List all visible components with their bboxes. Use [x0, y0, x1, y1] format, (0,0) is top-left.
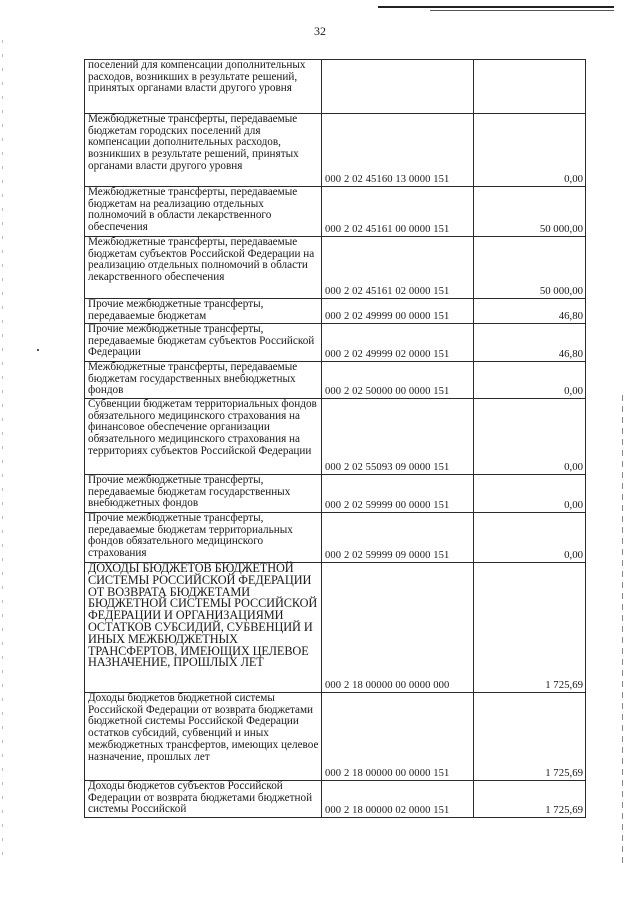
row-code: 000 2 02 49999 00 0000 151 [322, 299, 474, 324]
row-name: Прочие межбюджетные трансферты, передаваемые бюджетам субъектов Российской Федерации [85, 324, 322, 362]
page-number: 32 [314, 24, 326, 38]
row-amount: 1 725,69 [474, 693, 586, 781]
row-code [322, 60, 474, 114]
row-code: 000 2 02 49999 02 0000 151 [322, 324, 474, 362]
row-name: Субвенции бюджетам территориальных фондов обязательного медицинского страхования на финансовое обеспечение организации обязательного медицинского страхования на территориях субъектов Российской Федерации [85, 399, 322, 475]
table-row [85, 362, 586, 399]
table-row [85, 693, 586, 781]
row-name: Доходы бюджетов субъектов Российской Федерации от возврата бюджетами бюджетной системы Российской [85, 781, 322, 818]
row-amount: 0,00 [474, 399, 586, 475]
table-row [85, 781, 586, 818]
row-name: Доходы бюджетов бюджетной системы Российской Федерации от возврата бюджетами бюджетной системы Российской Федерации остатков субсидий, субвенций и иных межбюджетных трансфертов, имеющих целевое назначение, прошлых лет [85, 693, 322, 781]
table-row [85, 563, 586, 693]
row-amount: 0,00 [474, 362, 586, 399]
row-code: 000 2 02 45161 00 0000 151 [322, 187, 474, 237]
row-amount: 1 725,69 [474, 563, 586, 693]
scan-mark-left [2, 40, 3, 860]
table-row [85, 237, 586, 299]
row-code: 000 2 02 45161 02 0000 151 [322, 237, 474, 299]
row-name: поселений для компенсации дополнительных расходов, возникших в результате решений, принятых органами власти другого уровня [85, 60, 322, 114]
row-code: 000 2 18 00000 00 0000 000 [322, 563, 474, 693]
table-row [85, 324, 586, 362]
row-amount: 50 000,00 [474, 237, 586, 299]
row-amount: 46,80 [474, 324, 586, 362]
top-rule [378, 6, 614, 8]
table-row [85, 114, 586, 187]
row-code: 000 2 18 00000 02 0000 151 [322, 781, 474, 818]
row-amount: 0,00 [474, 513, 586, 563]
table-row [85, 299, 586, 324]
row-name: Прочие межбюджетные трансферты, передаваемые бюджетам территориальных фондов обязательного медицинского страхования [85, 513, 322, 563]
table-row [85, 513, 586, 563]
row-amount: 50 000,00 [474, 187, 586, 237]
scan-dot [37, 349, 39, 351]
row-name: Межбюджетные трансферты, передаваемые бюджетам государственных внебюджетных фондов [85, 362, 322, 399]
row-name: Прочие межбюджетные трансферты, передаваемые бюджетам [85, 299, 322, 324]
row-code: 000 2 02 50000 00 0000 151 [322, 362, 474, 399]
row-amount: 0,00 [474, 114, 586, 187]
row-code: 000 2 02 59999 09 0000 151 [322, 513, 474, 563]
row-amount: 1 725,69 [474, 781, 586, 818]
table-row [85, 475, 586, 513]
row-code: 000 2 02 55093 09 0000 151 [322, 399, 474, 475]
row-name: Прочие межбюджетные трансферты, передаваемые бюджетам государственных внебюджетных фондов [85, 475, 322, 513]
row-code: 000 2 02 45160 13 0000 151 [322, 114, 474, 187]
row-amount [474, 60, 586, 114]
row-name: Межбюджетные трансферты, передаваемые бюджетам на реализацию отдельных полномочий в области лекарственного обеспечения [85, 187, 322, 237]
row-name: ДОХОДЫ БЮДЖЕТОВ БЮДЖЕТНОЙ СИСТЕМЫ РОССИЙСКОЙ ФЕДЕРАЦИИ ОТ ВОЗВРАТА БЮДЖЕТАМИ БЮДЖЕТНОЙ СИСТЕМЫ РОССИЙСКОЙ ФЕДЕРАЦИИ И ОРГАНИЗАЦИЯМИ ОСТАТКОВ СУБСИДИЙ, СУБВЕНЦИЙ И ИНЫХ МЕЖБЮДЖЕТНЫХ ТРАНСФЕРТОВ, ИМЕЮЩИХ ЦЕЛЕВОЕ НАЗНАЧЕНИЕ, ПРОШЛЫХ ЛЕТ [85, 563, 322, 693]
row-code: 000 2 18 00000 00 0000 151 [322, 693, 474, 781]
budget-table [84, 59, 586, 818]
row-amount: 0,00 [474, 475, 586, 513]
row-name: Межбюджетные трансферты, передаваемые бюджетам городских поселений для компенсации дополнительных расходов, возникших в результате решений, принятых органами власти другого уровня [85, 114, 322, 187]
table-row [85, 60, 586, 114]
top-rule-thin [430, 10, 614, 11]
row-code: 000 2 02 59999 00 0000 151 [322, 475, 474, 513]
row-amount: 46,80 [474, 299, 586, 324]
scan-mark-right [622, 395, 623, 865]
table-row [85, 187, 586, 237]
row-name: Межбюджетные трансферты, передаваемые бюджетам субъектов Российской Федерации на реализацию отдельных полномочий в области лекарственного обеспечения [85, 237, 322, 299]
table-row [85, 399, 586, 475]
